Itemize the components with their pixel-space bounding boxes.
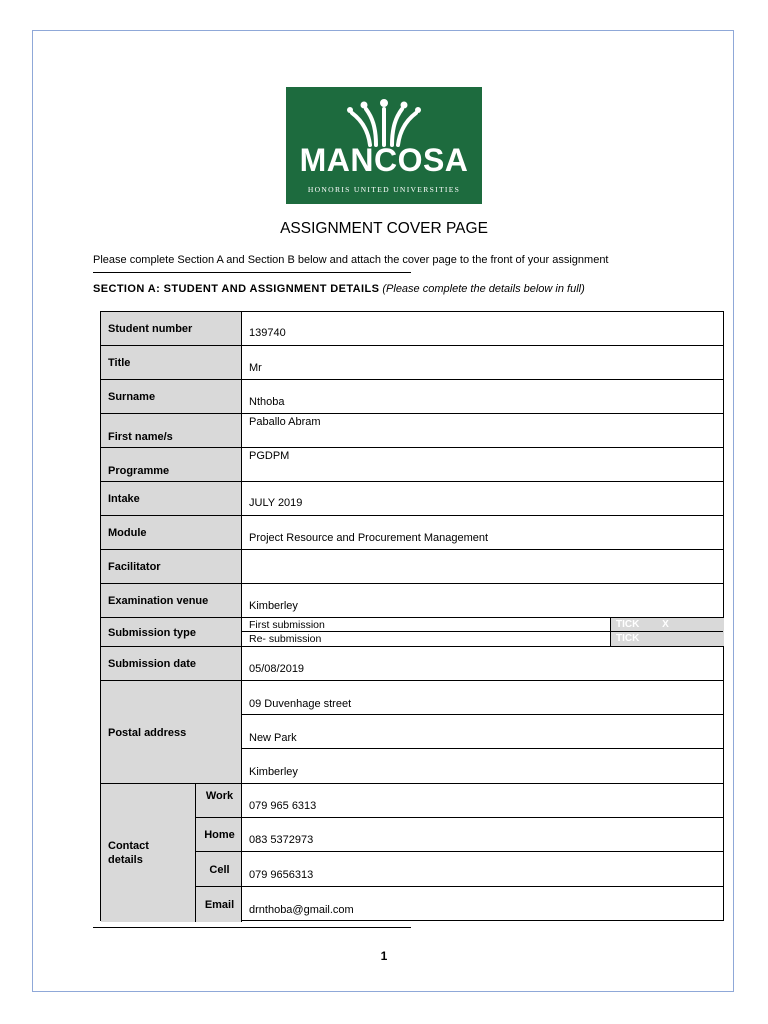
re-submission-tick[interactable] — [610, 632, 724, 646]
divider-top — [93, 272, 411, 273]
submission-date-value[interactable]: 05/08/2019 — [249, 663, 305, 675]
examination-venue-value[interactable]: Kimberley — [249, 600, 298, 612]
email-label: Email — [195, 887, 242, 922]
submission-date-label: Submission date — [101, 647, 242, 681]
first-names-value[interactable]: Paballo Abram — [249, 416, 321, 428]
postal-address-label: Postal address — [101, 681, 242, 784]
module-label: Module — [101, 516, 242, 550]
module-value[interactable]: Project Resource and Procurement Management — [249, 532, 489, 544]
cell-phone-value[interactable]: 079 9656313 — [249, 869, 314, 881]
grid-line — [101, 680, 723, 681]
grid-line — [101, 447, 723, 448]
grid-line — [101, 783, 723, 784]
postal-address-line-1[interactable]: 09 Duvenhage street — [249, 698, 352, 710]
student-number-label: Student number — [101, 312, 242, 346]
logo-tagline: HONORIS UNITED UNIVERSITIES — [307, 185, 461, 194]
facilitator-label: Facilitator — [101, 550, 242, 584]
home-phone-value[interactable]: 083 5372973 — [249, 834, 314, 846]
email-value[interactable]: drnthoba@gmail.com — [249, 904, 354, 916]
page-number: 1 — [380, 949, 388, 963]
grid-line — [101, 413, 723, 414]
grid-line — [101, 549, 723, 550]
first-submission-tick-label: TICK — [616, 619, 640, 630]
first-submission-option: First submission — [249, 619, 325, 631]
first-names-label: First name/s — [101, 414, 242, 448]
grid-line — [101, 379, 723, 380]
section-a-title: SECTION A: STUDENT AND ASSIGNMENT DETAILS — [93, 283, 380, 295]
grid-line — [195, 817, 723, 818]
grid-line — [242, 714, 723, 715]
grid-line — [242, 631, 723, 632]
student-number-value[interactable]: 139740 — [249, 327, 286, 339]
instruction-text: Please complete Section A and Section B below and attach the cover page to the front of your assignment — [93, 254, 609, 266]
contact-details-label: Contact details — [101, 784, 195, 922]
details-table — [100, 311, 724, 921]
grid-line — [242, 748, 723, 749]
surname-label: Surname — [101, 380, 242, 414]
grid-line — [101, 481, 723, 482]
grid-line — [195, 886, 723, 887]
submission-type-label: Submission type — [101, 618, 242, 647]
logo-wordmark: MANCOSA — [299, 142, 469, 178]
postal-address-line-2[interactable]: New Park — [249, 732, 297, 744]
programme-value[interactable]: PGDPM — [249, 450, 290, 462]
mancosa-logo — [286, 87, 482, 204]
divider-bottom — [93, 927, 411, 928]
section-a-heading — [93, 283, 585, 295]
intake-label: Intake — [101, 482, 242, 516]
intake-value[interactable]: JULY 2019 — [249, 497, 303, 509]
grid-line — [101, 345, 723, 346]
grid-line — [195, 851, 723, 852]
home-label: Home — [195, 818, 242, 852]
grid-line — [101, 646, 723, 647]
grid-line — [101, 515, 723, 516]
first-submission-mark: X — [662, 619, 669, 630]
work-phone-value[interactable]: 079 965 6313 — [249, 800, 317, 812]
first-submission-tick[interactable] — [610, 618, 724, 632]
re-submission-option: Re- submission — [249, 633, 322, 645]
postal-address-line-3[interactable]: Kimberley — [249, 766, 298, 778]
grid-line — [195, 784, 196, 922]
re-submission-tick-label: TICK — [616, 633, 640, 644]
grid-line — [101, 617, 723, 618]
logo-emblem-icon — [286, 87, 482, 147]
title-value[interactable]: Mr — [249, 362, 262, 374]
grid-line — [101, 583, 723, 584]
page-title: ASSIGNMENT COVER PAGE — [280, 220, 488, 237]
work-label: Work — [195, 784, 242, 818]
title-label: Title — [101, 346, 242, 380]
grid-line — [610, 618, 611, 647]
programme-label: Programme — [101, 448, 242, 482]
cell-label: Cell — [195, 852, 242, 887]
section-a-note: (Please complete the details below in full) — [382, 283, 585, 295]
surname-value[interactable]: Nthoba — [249, 396, 285, 408]
examination-venue-label: Examination venue — [101, 584, 242, 618]
